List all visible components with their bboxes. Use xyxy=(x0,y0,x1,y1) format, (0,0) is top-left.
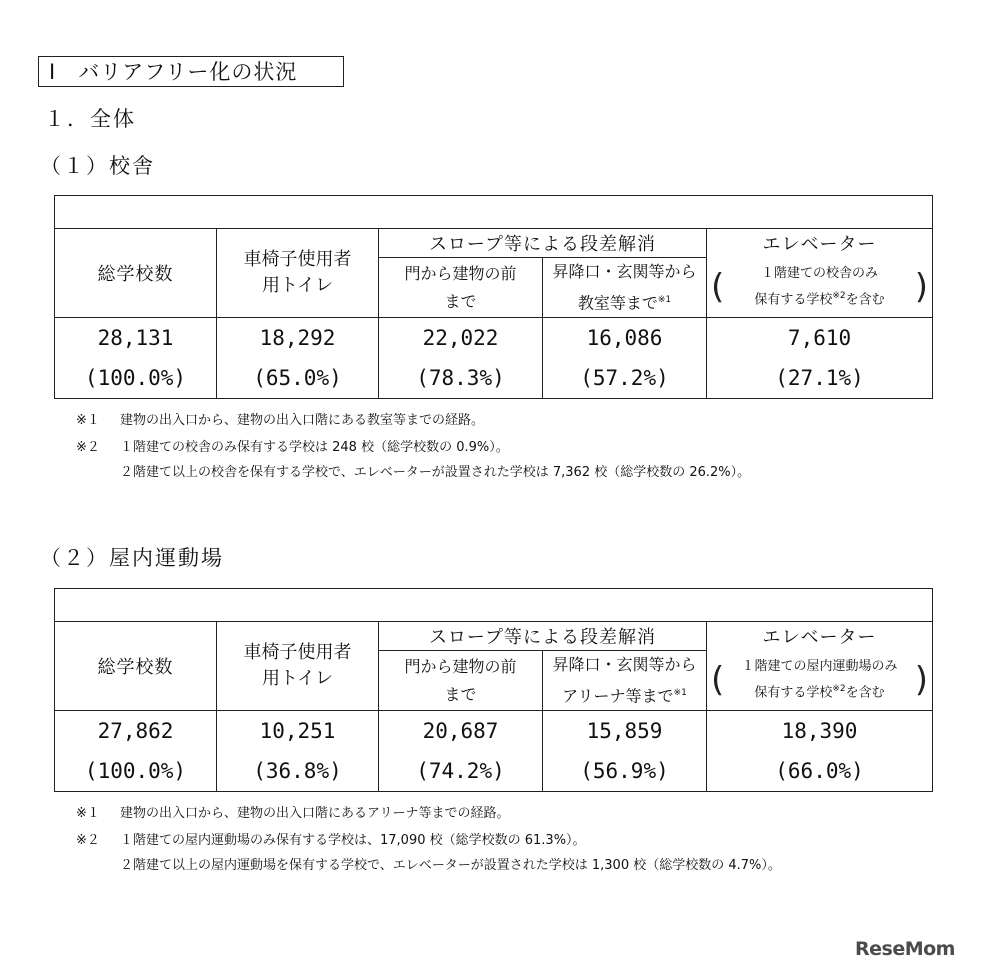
header-toilet-line1: 車椅子使用者 xyxy=(243,249,352,271)
table2-note-1: ※１ 建物の出入口から、建物の出入口階にあるアリーナ等までの経路。 xyxy=(76,806,510,821)
elev-note-line2b: を含む xyxy=(845,292,885,308)
cell-percent-toilet: (36.8%) xyxy=(253,759,342,784)
elev-note-line1: １階建ての屋内運動場のみ xyxy=(741,659,898,675)
table1-heading: （１）校舎 xyxy=(40,154,155,178)
elev-note-line2b: を含む xyxy=(845,685,885,701)
table-top-spacer xyxy=(55,196,933,229)
header-elevator-note xyxy=(707,651,933,711)
header-gate xyxy=(379,651,543,711)
note-mark-1: ※1 xyxy=(673,688,687,698)
cell-percent-total: (100.0%) xyxy=(84,366,187,391)
header-gate-line2: まで xyxy=(444,684,477,704)
header-elevator-note xyxy=(707,258,933,318)
cell-count-gate: 22,022 (78.3%) xyxy=(379,318,543,399)
cell-count-toilet: 10,251 (36.8%) xyxy=(217,711,379,792)
gymnasium-table xyxy=(54,588,933,792)
cell-percent-gate: (74.2%) xyxy=(416,759,505,784)
section-title: Ⅰ バリアフリー化の状況 xyxy=(38,56,344,87)
elev-note-line1: １階建ての校舎のみ xyxy=(761,266,879,282)
header-gate-line1: 門から建物の前 xyxy=(404,263,517,283)
school-building-table xyxy=(54,195,933,399)
elev-note-line2a: 保有する学校 xyxy=(754,292,833,308)
header-toilet-line2: 用トイレ xyxy=(261,275,334,297)
cell-percent-entrance: (56.9%) xyxy=(580,759,669,784)
note-mark-2: ※2 xyxy=(832,291,846,302)
header-entrance-line2: 教室等まで xyxy=(577,293,658,313)
header-toilet-line1: 車椅子使用者 xyxy=(243,642,352,664)
header-slope: スロープ等による段差解消 xyxy=(379,229,707,258)
resemom-logo: ReseMom xyxy=(855,938,955,960)
cell-count-total: 27,862 (100.0%) xyxy=(55,711,217,792)
note-mark-2: ※2 xyxy=(832,684,846,695)
cell-count-elevator: 7,610 (27.1%) xyxy=(707,318,933,399)
cell-percent-entrance: (57.2%) xyxy=(580,366,669,391)
header-elevator: エレベーター xyxy=(707,229,933,258)
header-gate-line2: まで xyxy=(444,291,477,311)
left-bracket: ( xyxy=(711,660,725,701)
table1-note-3: ２階建て以上の校舎を保有する学校で、エレベーターが設置された学校は 7,362 校（総学校数の 26.2%）。 xyxy=(120,465,751,480)
header-total: 総学校数 xyxy=(55,622,217,711)
note-mark-1: ※1 xyxy=(657,295,672,305)
header-gate xyxy=(379,258,543,318)
elev-note-line2a: 保有する学校 xyxy=(754,685,833,701)
right-bracket: ) xyxy=(914,267,929,308)
header-slope: スロープ等による段差解消 xyxy=(379,622,707,651)
table1-note-1: ※１ 建物の出入口から、建物の出入口階にある教室等までの経路。 xyxy=(76,413,485,428)
table1-note-2: ※２ １階建ての校舎のみ保有する学校は 248 校（総学校数の 0.9%）。 xyxy=(76,440,509,455)
table2-heading: （２）屋内運動場 xyxy=(40,546,224,570)
cell-percent-toilet: (65.0%) xyxy=(253,366,342,391)
header-toilet-line2: 用トイレ xyxy=(261,668,334,690)
header-total: 総学校数 xyxy=(55,229,217,318)
cell-count-elevator: 18,390 (66.0%) xyxy=(707,711,933,792)
header-elevator: エレベーター xyxy=(707,622,933,651)
cell-count-entrance: 16,086 (57.2%) xyxy=(543,318,707,399)
left-bracket: ( xyxy=(711,267,725,308)
header-entrance xyxy=(543,651,707,711)
cell-count-gate: 20,687 (74.2%) xyxy=(379,711,543,792)
cell-percent-elevator: (66.0%) xyxy=(775,759,864,784)
header-gate-line1: 門から建物の前 xyxy=(404,656,517,676)
cell-count-total: 28,131 (100.0%) xyxy=(55,318,217,399)
cell-percent-gate: (78.3%) xyxy=(416,366,505,391)
table2-note-3: ２階建て以上の屋内運動場を保有する学校で、エレベーターが設置された学校は 1,300 校（総学校数の 4.7%）。 xyxy=(120,858,781,873)
cell-count-entrance: 15,859 (56.9%) xyxy=(543,711,707,792)
header-entrance-line1: 昇降口・玄関等から xyxy=(552,262,697,281)
right-bracket: ) xyxy=(914,660,929,701)
header-entrance-line2: アリーナ等まで xyxy=(562,686,674,706)
header-entrance xyxy=(543,258,707,318)
header-toilet xyxy=(217,229,379,318)
header-toilet xyxy=(217,622,379,711)
subsection-title: １．全体 xyxy=(44,107,136,131)
table2-note-2: ※２ １階建ての屋内運動場のみ保有する学校は、17,090 校（総学校数の 61.3%）。 xyxy=(76,833,586,848)
table-top-spacer xyxy=(55,589,933,622)
cell-count-toilet: 18,292 (65.0%) xyxy=(217,318,379,399)
header-entrance-line1: 昇降口・玄関等から xyxy=(552,655,697,674)
cell-percent-total: (100.0%) xyxy=(84,759,187,784)
cell-percent-elevator: (27.1%) xyxy=(775,366,864,391)
